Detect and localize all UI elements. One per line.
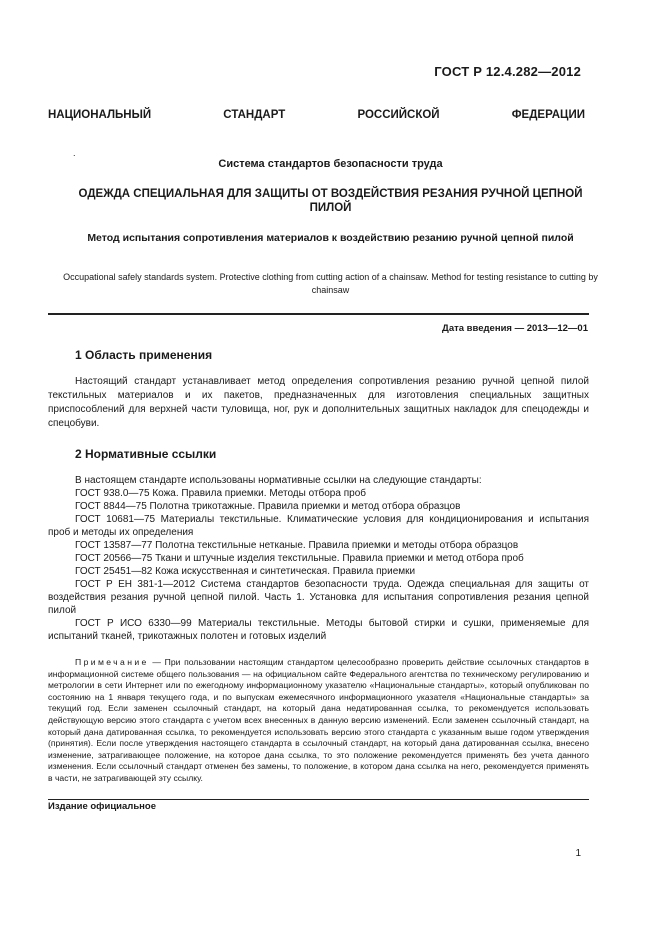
gost-code: ГОСТ Р 12.4.282—2012	[434, 64, 581, 79]
reference-item: ГОСТ Р ИСО 6330—99 Материалы текстильные. Методы бытовой стирки и сушки, применяемые для испытаний тканей, трикотажных полотен и готовых изделий	[48, 618, 589, 642]
reference-item: ГОСТ 8844—75 Полотна трикотажные. Правила приемки и метод отбора образцов	[75, 501, 461, 512]
references-note	[48, 657, 589, 785]
reference-item: ГОСТ 938.0—75 Кожа. Правила приемки. Методы отбора проб	[75, 488, 366, 499]
national-title-word: ФЕДЕРАЦИИ	[511, 109, 585, 121]
standards-system-title: Система стандартов безопасности труда	[218, 158, 443, 170]
note-text: — При пользовании настоящим стандартом целесообразно проверить действие ссылочных стандартов в информационной системе общего пользования — на официальном сайте Федерального агентства по техническому регулированию и метрологии в сети Интернет или по ежегодному информационному указателю «Национальные стандарты», который опубликован по состоянию на 1 января текущего года, и по выпускам ежемесячного информационного указателя «Национальные стандарты» за текущий год. Если заменен ссылочный стандарт, на который дана недатированная ссылка, то рекомендуется использовать действующую версию этого стандарта с учетом всех внесенных в данную версию изменений. Если заменен ссылочный стандарт, на который дана датированная ссылка, то рекомендуется использовать версию этого стандарта с указанным выше годом утверждения (принятия). Если после утверждения настоящего стандарта в ссылочный стандарт, на который дана датированная ссылка, внесено изменение, затрагивающее положение, на которое дана ссылка, то это положение рекомендуется применять без учета данного изменения. Если ссылочный стандарт отменен без замены, то положение, в котором дана ссылка на него, рекомендуется применять в части, не затрагивающей эту ссылку.	[48, 657, 589, 783]
note-label: Примечание	[75, 657, 149, 667]
english-title: Occupational safely standards system. Protective clothing from cutting action of a chainsaw. Method for testing resistance to cutting by chainsaw	[63, 272, 598, 295]
section-heading-references: 2 Нормативные ссылки	[75, 447, 217, 461]
document-main-title: ОДЕЖДА СПЕЦИАЛЬНАЯ ДЛЯ ЗАЩИТЫ ОТ ВОЗДЕЙСТВИЯ РЕЗАНИЯ РУЧНОЙ ЦЕПНОЙ ПИЛОЙ	[78, 188, 583, 214]
reference-item: ГОСТ 20566—75 Ткани и штучные изделия текстильные. Правила приемки и метод отбора проб	[75, 553, 524, 564]
reference-item: ГОСТ 10681—75 Материалы текстильные. Климатические условия для кондиционирования и испытания проб и методы их определения	[48, 514, 589, 538]
dot-mark: .	[73, 148, 76, 158]
national-title-word: НАЦИОНАЛЬНЫЙ	[48, 109, 152, 121]
page-number: 1	[575, 848, 581, 859]
document-subtitle: Метод испытания сопротивления материалов к воздействию резанию ручной цепной пилой	[87, 232, 574, 244]
reference-item: ГОСТ 13587—77 Полотна текстильные нетканые. Правила приемки и методы отбора образцов	[75, 540, 519, 551]
introduction-date: Дата введения — 2013—12—01	[442, 323, 588, 334]
reference-item: ГОСТ 25451—82 Кожа искусственная и синтетическая. Правила приемки	[75, 566, 416, 577]
national-title-word: РОССИЙСКОЙ	[357, 109, 440, 121]
section-heading-scope: 1 Область применения	[75, 348, 213, 362]
footer-divider	[48, 799, 589, 800]
official-edition-label: Издание официальное	[48, 801, 156, 812]
references-intro: В настоящем стандарте использованы нормативные ссылки на следующие стандарты:	[75, 475, 482, 486]
national-standard-title	[48, 109, 585, 121]
references-list	[48, 474, 589, 643]
header-divider	[48, 313, 589, 315]
scope-paragraph: Настоящий стандарт устанавливает метод определения сопротивления резанию ручной цепной пилой текстильных материалов и их пакетов, предназначенных для изготовления специальных защитных приспособлений для верхней части туловища, ног, рук и дополнительных защитных накладок для спецодежды и спецобуви.	[48, 376, 589, 429]
reference-item: ГОСТ Р ЕН 381-1—2012 Система стандартов безопасности труда. Одежда специальная для защиты от воздействия резания ручной цепной пилой. Часть 1. Установка для испытания сопротивления резания цепной пилой	[48, 579, 589, 616]
national-title-word: СТАНДАРТ	[223, 109, 286, 121]
